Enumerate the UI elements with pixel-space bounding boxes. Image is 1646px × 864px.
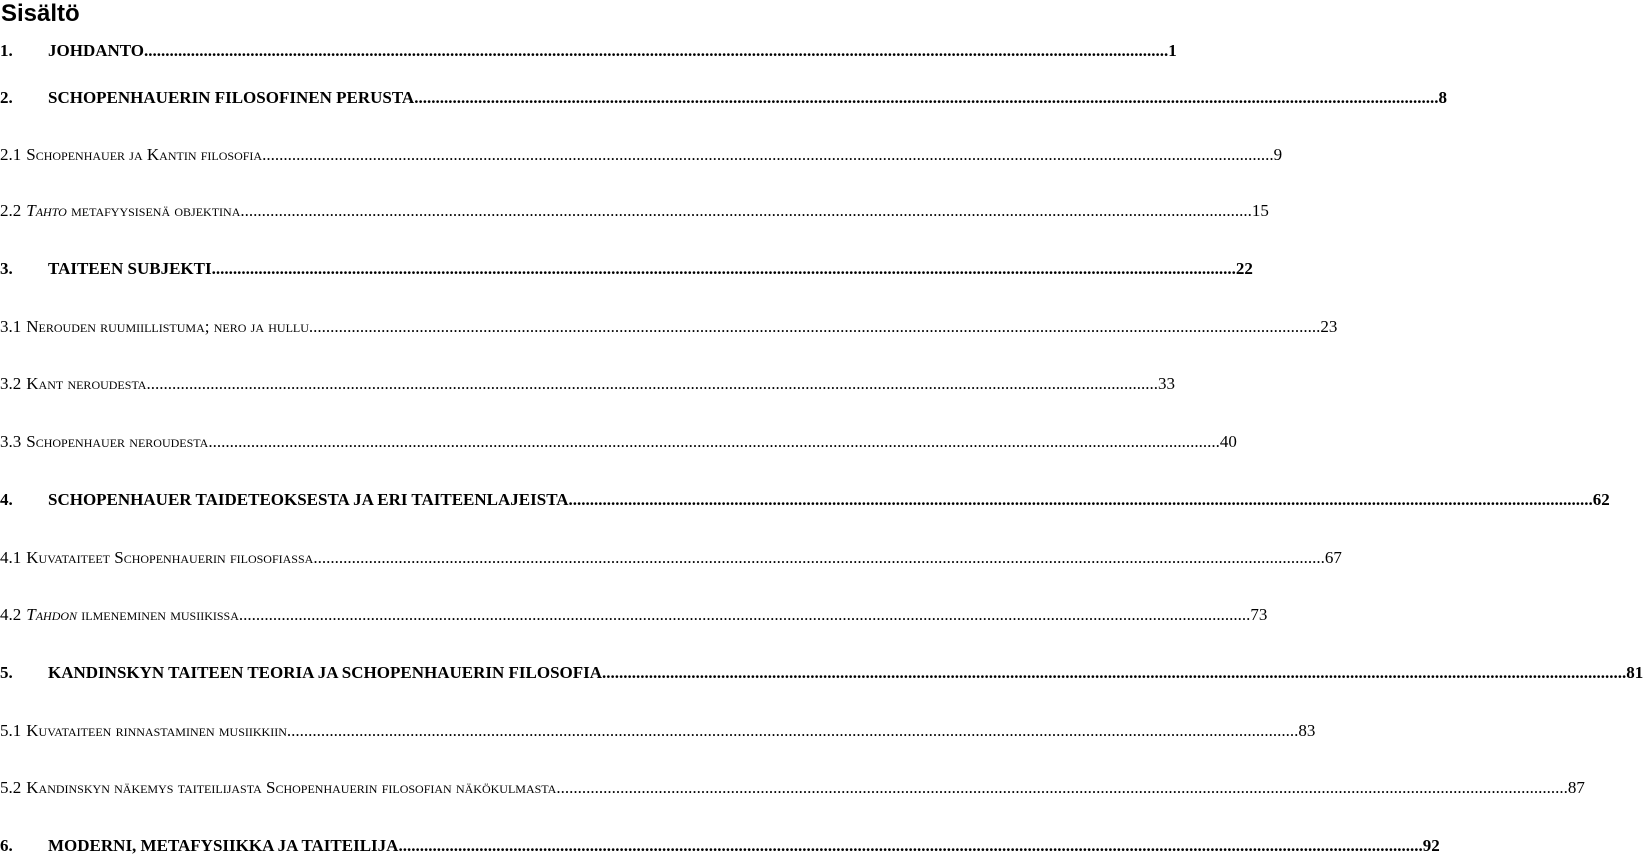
- toc-title: Tahdon ilmeneminen musiikissa: [26, 605, 239, 624]
- toc-leader: .................................................................................................................................................................................................................................................: [414, 88, 1439, 107]
- toc-leader: ..............................................................................................................................................................................................................................................: [308, 317, 1321, 336]
- toc-page-number: 81: [1626, 663, 1644, 682]
- toc-entry-section-5-1[interactable]: [0, 721, 1316, 749]
- toc-page-number: 15: [1251, 201, 1269, 220]
- toc-title: KANDINSKYN TAITEEN TEORIA JA SCHOPENHAUERIN FILOSOFIA: [48, 663, 603, 682]
- toc-entry-section-2-2[interactable]: [0, 201, 1269, 229]
- toc-entry-section-2-1[interactable]: [0, 145, 1283, 173]
- toc-title: Schopenhauer ja Kantin filosofia: [26, 145, 263, 164]
- toc-entry-chapter-3[interactable]: [0, 259, 1253, 287]
- toc-leader: ..............................................................................................................................................................................................................................................: [146, 374, 1158, 393]
- page-title: Sisältö: [1, 0, 80, 27]
- toc-number: 4.1: [0, 548, 22, 567]
- toc-number: 4.: [0, 490, 13, 509]
- toc-entry-chapter-6[interactable]: [0, 836, 1440, 864]
- toc-page-number: 23: [1320, 317, 1338, 336]
- toc-title: Kant neroudesta: [26, 374, 147, 393]
- toc-page-number: 9: [1273, 145, 1283, 164]
- toc-title: JOHDANTO: [48, 41, 145, 60]
- toc-page-number: 22: [1235, 259, 1253, 278]
- toc-entry-chapter-5[interactable]: [0, 663, 1644, 691]
- toc-number: 5.: [0, 663, 13, 682]
- toc-page-number: 8: [1438, 88, 1447, 107]
- toc-leader: ..............................................................................................................................................................................................................................................: [556, 778, 1568, 797]
- toc-leader: .................................................................................................................................................................................................................................................: [211, 259, 1236, 278]
- toc-title: Kandinskyn näkemys taiteilijasta Schopenhauerin filosofian näkökulmasta: [26, 778, 557, 797]
- toc-page-number: 33: [1157, 374, 1175, 393]
- toc-leader: .................................................................................................................................................................................................................................................: [144, 41, 1169, 60]
- toc-leader: ..............................................................................................................................................................................................................................................: [313, 548, 1325, 567]
- toc-number: 3.1: [0, 317, 22, 336]
- toc-entry-section-3-3[interactable]: [0, 432, 1237, 460]
- toc-entry-section-5-2[interactable]: [0, 778, 1585, 806]
- toc-page-number: 40: [1219, 432, 1237, 451]
- toc-number: 3.2: [0, 374, 22, 393]
- toc-leader: .................................................................................................................................................................................................................................................: [602, 663, 1627, 682]
- toc-title: Nerouden ruumiillistuma; nero ja hullu: [26, 317, 309, 336]
- toc-number: 2.2: [0, 201, 22, 220]
- toc-number: 5.1: [0, 721, 22, 740]
- toc-page-number: 67: [1324, 548, 1342, 567]
- toc-page-number: 1: [1168, 41, 1177, 60]
- toc-page-number: 87: [1567, 778, 1585, 797]
- toc-number: 6.: [0, 836, 13, 855]
- toc-page-number: 73: [1250, 605, 1268, 624]
- toc-number: 4.2: [0, 605, 22, 624]
- toc-page-number: 92: [1422, 836, 1440, 855]
- toc-number: 5.2: [0, 778, 22, 797]
- toc-entry-section-4-1[interactable]: [0, 548, 1342, 576]
- toc-entry-chapter-4[interactable]: [0, 490, 1610, 518]
- toc-leader: ..............................................................................................................................................................................................................................................: [208, 432, 1220, 451]
- toc-page-number: 62: [1592, 490, 1610, 509]
- toc-number: 2.1: [0, 145, 22, 164]
- toc-title: Tahto metafyysisenä objektina: [26, 201, 241, 220]
- toc-leader: .................................................................................................................................................................................................................................................: [398, 836, 1423, 855]
- toc-title: Schopenhauer neroudesta: [26, 432, 209, 451]
- toc-entry-chapter-2[interactable]: [0, 88, 1447, 116]
- toc-entry-section-4-2[interactable]: [0, 605, 1268, 633]
- toc-leader: ..............................................................................................................................................................................................................................................: [286, 721, 1299, 740]
- toc-entry-chapter-1[interactable]: [0, 41, 1177, 69]
- toc-number: 2.: [0, 88, 13, 107]
- toc-leader: ..............................................................................................................................................................................................................................................: [262, 145, 1274, 164]
- toc-number: 3.: [0, 259, 13, 278]
- toc-leader: ..............................................................................................................................................................................................................................................: [240, 201, 1252, 220]
- toc-entry-section-3-1[interactable]: [0, 317, 1338, 345]
- toc-number: 3.3: [0, 432, 22, 451]
- toc-title: MODERNI, METAFYSIIKKA JA TAITEILIJA: [48, 836, 399, 855]
- toc-title: SCHOPENHAUERIN FILOSOFINEN PERUSTA: [48, 88, 415, 107]
- toc-leader: .................................................................................................................................................................................................................................................: [568, 490, 1593, 509]
- toc-number: 1.: [0, 41, 13, 60]
- toc-page-number: 83: [1298, 721, 1316, 740]
- toc-entry-section-3-2[interactable]: [0, 374, 1175, 402]
- toc-title: Kuvataiteet Schopenhauerin filosofiassa: [26, 548, 314, 567]
- toc-title: TAITEEN SUBJEKTI: [48, 259, 212, 278]
- toc-title: Kuvataiteen rinnastaminen musiikkiin: [26, 721, 287, 740]
- toc-title: SCHOPENHAUER TAIDETEOKSESTA JA ERI TAITEENLAJEISTA: [48, 490, 569, 509]
- toc-leader: ..............................................................................................................................................................................................................................................: [238, 605, 1251, 624]
